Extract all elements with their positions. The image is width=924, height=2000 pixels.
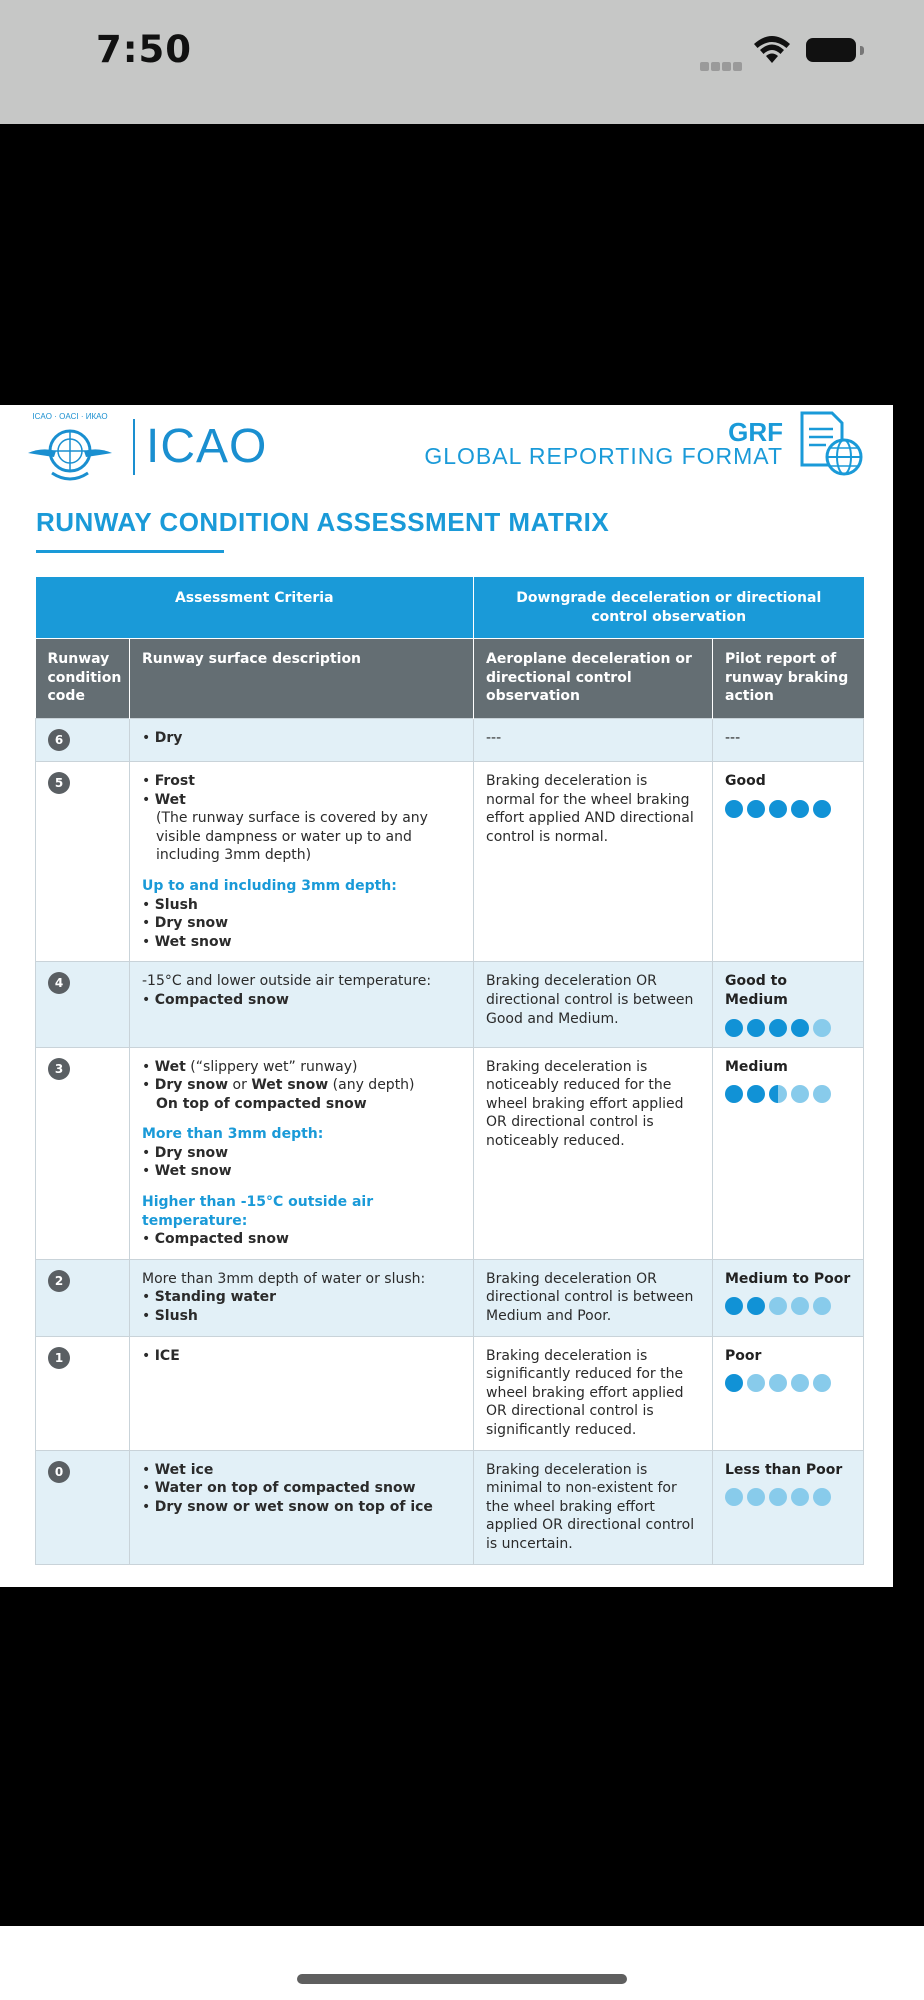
surface-intro: -15°C and lower outside air temperature: — [142, 973, 432, 990]
braking-dot-light — [769, 1297, 787, 1315]
list-item: • Compacted snow — [142, 1231, 289, 1248]
list-item: • Wet ice — [142, 1461, 214, 1478]
document-page[interactable] — [0, 405, 893, 1587]
braking-dots — [725, 1488, 851, 1506]
observation-cell: Braking deceleration is noticeably reduced for the wheel braking effort applied OR directional control is noticeably reduced. — [474, 1047, 713, 1259]
grf-title: GRF — [728, 417, 783, 447]
code-cell — [36, 1450, 130, 1564]
code-badge: 3 — [48, 1058, 70, 1080]
svg-text:ICAO · OACI · ИКАО: ICAO · OACI · ИКАО — [32, 412, 108, 421]
list-item: • Dry snow or wet snow on top of ice — [142, 1498, 433, 1515]
table-row — [36, 962, 864, 1047]
code-cell — [36, 1047, 130, 1259]
code-cell — [36, 718, 130, 761]
list-item: • Wet snow — [142, 933, 232, 950]
braking-action-label: --- — [725, 729, 741, 746]
table-row — [36, 1047, 864, 1259]
braking-dot-half — [769, 1085, 787, 1103]
surface-subheading: Up to and including 3mm depth: — [142, 877, 397, 894]
list-item: • Standing water — [142, 1289, 277, 1306]
braking-dot-light — [791, 1297, 809, 1315]
braking-action-cell — [713, 1336, 864, 1450]
list-item: • Frost — [142, 772, 195, 789]
list-item: • Dry snow — [142, 1144, 229, 1161]
signal-icon — [700, 56, 744, 75]
surface-intro: More than 3mm depth of water or slush: — [142, 1270, 426, 1287]
braking-dot-full — [769, 800, 787, 818]
list-item: • Wet snow — [142, 1163, 232, 1180]
braking-dot-full — [813, 800, 831, 818]
braking-dot-full — [725, 1019, 743, 1037]
assessment-matrix-table — [35, 577, 864, 1565]
code-cell — [36, 1259, 130, 1336]
braking-dot-light — [791, 1488, 809, 1506]
braking-dot-full — [747, 1297, 765, 1315]
column-header-braking-action: Pilot report of runway braking action — [713, 639, 864, 719]
group-header-assessment: Assessment Criteria — [36, 577, 474, 639]
observation-cell: Braking deceleration OR directional control is between Good and Medium. — [474, 962, 713, 1047]
braking-action-cell — [713, 1450, 864, 1564]
braking-dot-full — [747, 1085, 765, 1103]
surface-note: (The runway surface is covered by any visible dampness or water up to and including 3mm depth) — [156, 810, 428, 864]
table-row — [36, 1336, 864, 1450]
braking-dot-full — [747, 800, 765, 818]
code-badge: 1 — [48, 1347, 70, 1369]
braking-dots — [725, 800, 851, 818]
group-header-downgrade: Downgrade deceleration or directional control observation — [474, 577, 864, 639]
column-header-code: Runway condition code — [36, 639, 130, 719]
braking-dots — [725, 1019, 851, 1037]
braking-action-cell — [713, 718, 864, 761]
code-badge: 2 — [48, 1270, 70, 1292]
observation-cell: Braking deceleration OR directional control is between Medium and Poor. — [474, 1259, 713, 1336]
surface-subheading: More than 3mm depth: — [142, 1126, 324, 1143]
braking-action-cell — [713, 1047, 864, 1259]
wifi-icon — [752, 36, 792, 66]
surface-cell — [130, 718, 474, 761]
logo-divider — [133, 419, 135, 475]
braking-dot-light — [769, 1488, 787, 1506]
braking-action-cell — [713, 962, 864, 1047]
code-badge: 0 — [48, 1461, 70, 1483]
braking-dot-full — [791, 1019, 809, 1037]
observation-cell: Braking deceleration is minimal to non-existent for the wheel braking effort applied OR directional control is uncertain. — [474, 1450, 713, 1564]
column-header-observation: Aeroplane deceleration or directional control observation — [474, 639, 713, 719]
icao-seal-text — [22, 405, 118, 425]
group-header-row — [36, 577, 864, 639]
list-item: • Compacted snow — [142, 991, 289, 1008]
code-cell — [36, 962, 130, 1047]
surface-cell — [130, 761, 474, 961]
home-indicator-area — [0, 1926, 924, 2000]
table-row — [36, 1450, 864, 1564]
matrix-title: RUNWAY CONDITION ASSESSMENT MATRIX — [36, 507, 610, 537]
code-cell — [36, 761, 130, 961]
surface-cell — [130, 1047, 474, 1259]
list-item: • ICE — [142, 1347, 180, 1364]
list-item: • Dry snow or Wet snow (any depth) — [142, 1077, 415, 1094]
braking-dot-light — [725, 1488, 743, 1506]
braking-action-label: Medium to Poor — [725, 1270, 851, 1287]
icao-logo-text: ICAO — [146, 420, 268, 473]
braking-dot-light — [813, 1374, 831, 1392]
home-indicator[interactable] — [297, 1974, 627, 1984]
table-row — [36, 718, 864, 761]
code-badge: 6 — [48, 729, 70, 751]
braking-action-label: Medium — [725, 1058, 788, 1075]
list-item: • Wet (“slippery wet” runway) — [142, 1058, 358, 1075]
surface-note: On top of compacted snow — [156, 1095, 367, 1112]
list-item: • Dry snow — [142, 915, 229, 932]
grf-document-globe-icon — [798, 411, 864, 477]
observation-cell: --- — [474, 718, 713, 761]
code-badge: 5 — [48, 772, 70, 794]
list-item: • Wet — [142, 791, 186, 808]
braking-action-label: Good — [725, 772, 766, 789]
list-item: • Dry — [142, 729, 183, 746]
list-item: • Slush — [142, 896, 198, 913]
code-badge: 4 — [48, 972, 70, 994]
braking-dot-full — [747, 1019, 765, 1037]
braking-dots — [725, 1085, 851, 1103]
braking-action-label: Less than Poor — [725, 1461, 843, 1478]
surface-cell — [130, 1450, 474, 1564]
braking-dot-full — [769, 1019, 787, 1037]
observation-cell: Braking deceleration is normal for the wheel braking effort applied AND directional control is normal. — [474, 761, 713, 961]
list-item: • Slush — [142, 1308, 198, 1325]
braking-dot-light — [747, 1374, 765, 1392]
surface-cell — [130, 962, 474, 1047]
braking-action-cell — [713, 1259, 864, 1336]
braking-dot-full — [725, 1374, 743, 1392]
battery-nub — [860, 46, 864, 55]
braking-dots — [725, 1374, 851, 1392]
braking-dot-light — [769, 1374, 787, 1392]
title-underline — [36, 550, 224, 553]
column-header-row — [36, 639, 864, 719]
braking-dot-light — [791, 1085, 809, 1103]
surface-cell — [130, 1259, 474, 1336]
status-bar — [0, 0, 924, 124]
braking-dot-full — [791, 800, 809, 818]
status-time: 7:50 — [96, 28, 193, 71]
code-cell — [36, 1336, 130, 1450]
table-row — [36, 1259, 864, 1336]
surface-subheading: Higher than -15°C outside air temperature: — [142, 1194, 374, 1229]
braking-dot-full — [725, 1297, 743, 1315]
braking-dot-light — [813, 1488, 831, 1506]
braking-dot-light — [747, 1488, 765, 1506]
braking-dot-full — [725, 800, 743, 818]
braking-dots — [725, 1297, 851, 1315]
grf-subtitle: GLOBAL REPORTING FORMAT — [424, 443, 783, 469]
braking-dot-light — [813, 1085, 831, 1103]
column-header-surface: Runway surface description — [130, 639, 474, 719]
braking-dot-light — [813, 1019, 831, 1037]
table-row — [36, 761, 864, 961]
surface-cell — [130, 1336, 474, 1450]
braking-action-label: Poor — [725, 1347, 762, 1364]
braking-dot-light — [813, 1297, 831, 1315]
braking-action-cell — [713, 761, 864, 961]
list-item: • Water on top of compacted snow — [142, 1480, 416, 1497]
braking-dot-full — [725, 1085, 743, 1103]
braking-action-label: Good to Medium — [725, 973, 788, 1008]
battery-icon — [806, 38, 856, 62]
observation-cell: Braking deceleration is significantly reduced for the wheel braking effort applied OR directional control is significantly reduced. — [474, 1336, 713, 1450]
braking-dot-light — [791, 1374, 809, 1392]
